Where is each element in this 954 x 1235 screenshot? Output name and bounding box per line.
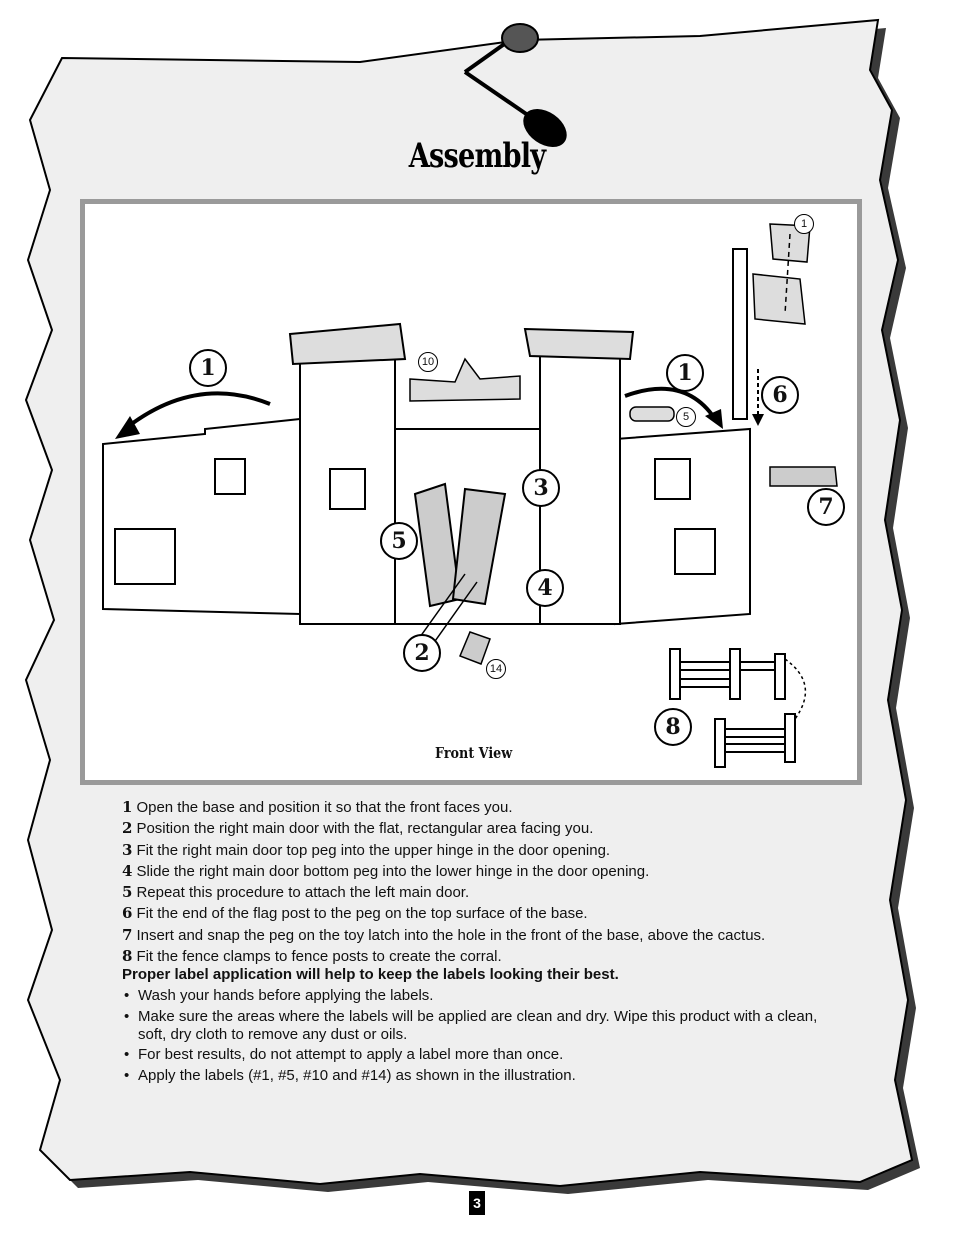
fort-illustration	[85, 204, 857, 780]
callout-step-6: 6	[761, 376, 799, 414]
step-number: 5	[122, 883, 133, 902]
step-item	[122, 861, 842, 882]
step-text: Fit the fence clamps to fence posts to create the corral.	[136, 948, 502, 966]
step-text: Fit the end of the flag post to the peg on the top surface of the base.	[136, 905, 588, 923]
label-callout-14: 14	[486, 659, 506, 679]
step-number: 8	[122, 947, 133, 966]
step-number: 3	[122, 840, 133, 859]
list-item: • Wash your hands before applying the labels.	[122, 987, 842, 1005]
step-item	[122, 946, 842, 967]
callout-step-1-right: 1	[666, 354, 704, 392]
step-item	[122, 903, 842, 924]
callout-step-5: 5	[380, 522, 418, 560]
assembly-steps	[122, 797, 842, 967]
label-callout-10: 10	[418, 352, 438, 372]
page-number: 3	[469, 1191, 485, 1215]
callout-step-4: 4	[526, 569, 564, 607]
step-text: Open the base and position it so that the front faces you.	[136, 799, 513, 816]
callout-step-3: 3	[522, 469, 560, 507]
label-callout-1: 1	[794, 214, 814, 234]
step-number: 2	[122, 819, 133, 838]
list-item: • Apply the labels (#1, #5, #10 and #14) as shown in the illustration.	[122, 1067, 842, 1085]
label-callout-5: 5	[676, 407, 696, 427]
step-item	[122, 797, 842, 818]
step-text: Repeat this procedure to attach the left main door.	[136, 884, 470, 902]
illustration-frame	[80, 199, 862, 785]
step-item	[122, 818, 842, 839]
list-item: • For best results, do not attempt to apply a label more than once.	[122, 1046, 842, 1064]
callout-step-2: 2	[403, 634, 441, 672]
step-number: 1	[122, 798, 133, 816]
step-number: 7	[122, 925, 133, 944]
step-text: Position the right main door with the flat, rectangular area facing you.	[136, 820, 594, 838]
step-text: Insert and snap the peg on the toy latch into the hole in the front of the base, above the cactus.	[136, 926, 766, 944]
page-title: Assembly	[408, 136, 546, 176]
list-item: • Make sure the areas where the labels will be applied are clean and dry. Wipe this product with a clean, soft, dry cloth to remove any dust or oils.	[122, 1008, 842, 1044]
labels-heading: Proper label application will help to keep the labels looking their best.	[122, 966, 619, 983]
step-item	[122, 925, 842, 946]
callout-step-1-left: 1	[189, 349, 227, 387]
step-number: 4	[122, 861, 133, 880]
step-item	[122, 840, 842, 861]
callout-step-7: 7	[807, 488, 845, 526]
step-number: 6	[122, 904, 133, 923]
callout-step-8: 8	[654, 708, 692, 746]
illustration-caption: Front View	[435, 744, 513, 762]
step-item	[122, 882, 842, 903]
label-tips-list	[122, 987, 842, 1087]
step-text: Slide the right main door bottom peg into the lower hinge in the door opening.	[136, 862, 650, 880]
step-text: Fit the right main door top peg into the upper hinge in the door opening.	[136, 841, 611, 859]
